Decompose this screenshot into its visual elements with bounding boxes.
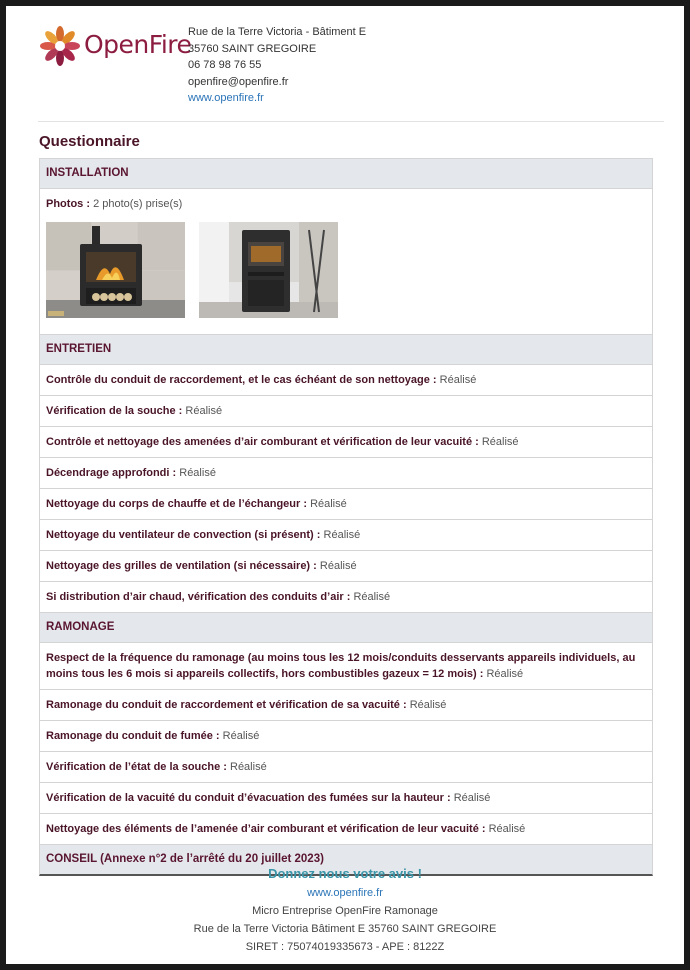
divider <box>38 121 664 122</box>
footer-website-link[interactable]: www.openfire.fr <box>307 887 383 899</box>
entretien-row: Vérification de la souche : Réalisé <box>40 396 652 427</box>
email-address[interactable]: openfire@openfire.fr <box>188 75 289 88</box>
photos-label: Photos : 2 photo(s) prise(s) <box>46 198 183 210</box>
photo-thumbnail-stove-2[interactable] <box>199 222 338 318</box>
phone-number: 06 78 98 76 55 <box>188 59 262 71</box>
footer-siret: SIRET : 75074019335673 - APE : 8122Z <box>245 941 445 953</box>
website-link[interactable]: www.openfire.fr <box>188 92 264 104</box>
questionnaire-table <box>39 158 653 876</box>
entretien-row: Décendrage approfondi : Réalisé <box>40 458 652 489</box>
logo-text: OpenFire <box>84 30 192 59</box>
company-contact <box>188 24 366 107</box>
address-line-1: Rue de la Terre Victoria - Bâtiment E <box>188 26 367 38</box>
document-page <box>6 6 684 964</box>
footer <box>6 864 684 956</box>
entretien-row: Nettoyage du corps de chauffe et de l’échangeur : Réalisé <box>40 489 652 520</box>
ramonage-row: Respect de la fréquence du ramonage (au moins tous les 12 mois/conduits desservants appareils individuels, au moins tous les 6 mois si appareils collectifs, hors combustibles gazeux = 12 mois) : Réalisé <box>40 643 652 690</box>
ramonage-row: Ramonage du conduit de fumée : Réalisé <box>40 721 652 752</box>
feedback-link[interactable]: Donnez nous votre avis ! <box>268 866 422 881</box>
ramonage-row: Vérification de la vacuité du conduit d’évacuation des fumées sur la hauteur : Réalisé <box>40 783 652 814</box>
ramonage-row: Ramonage du conduit de raccordement et vérification de sa vacuité : Réalisé <box>40 690 652 721</box>
entretien-row: Nettoyage des grilles de ventilation (si nécessaire) : Réalisé <box>40 551 652 582</box>
flame-flower-icon <box>38 24 82 68</box>
address-line-2: 35760 SAINT GREGOIRE <box>188 42 317 55</box>
entretien-row: Contrôle et nettoyage des amenées d’air comburant et vérification de leur vacuité : Réalisé <box>40 427 652 458</box>
entretien-row: Contrôle du conduit de raccordement, et le cas échéant de son nettoyage : Réalisé <box>40 365 652 396</box>
openfire-logo <box>38 24 192 70</box>
ramonage-row: Nettoyage des éléments de l’amenée d’air comburant et vérification de leur vacuité : Réalisé <box>40 814 652 845</box>
photo-thumbnails <box>46 222 646 318</box>
entretien-row: Nettoyage du ventilateur de convection (si présent) : Réalisé <box>40 520 652 551</box>
section-entretien: ENTRETIEN <box>40 335 652 365</box>
section-installation: INSTALLATION <box>40 159 652 189</box>
photos-row <box>40 189 652 335</box>
photo-thumbnail-stove-1[interactable] <box>46 222 185 318</box>
footer-address: Rue de la Terre Victoria Bâtiment E 35760 SAINT GREGOIRE <box>193 923 497 935</box>
header <box>38 24 664 122</box>
questionnaire-title: Questionnaire <box>39 133 140 150</box>
ramonage-row: Vérification de l’état de la souche : Réalisé <box>40 752 652 783</box>
section-ramonage: RAMONAGE <box>40 613 652 643</box>
section-conseil: CONSEIL (Annexe n°2 de l’arrêté du 20 juillet 2023) <box>40 845 652 874</box>
entretien-row: Si distribution d’air chaud, vérification des conduits d’air : Réalisé <box>40 582 652 613</box>
footer-company: Micro Entreprise OpenFire Ramonage <box>252 905 438 917</box>
